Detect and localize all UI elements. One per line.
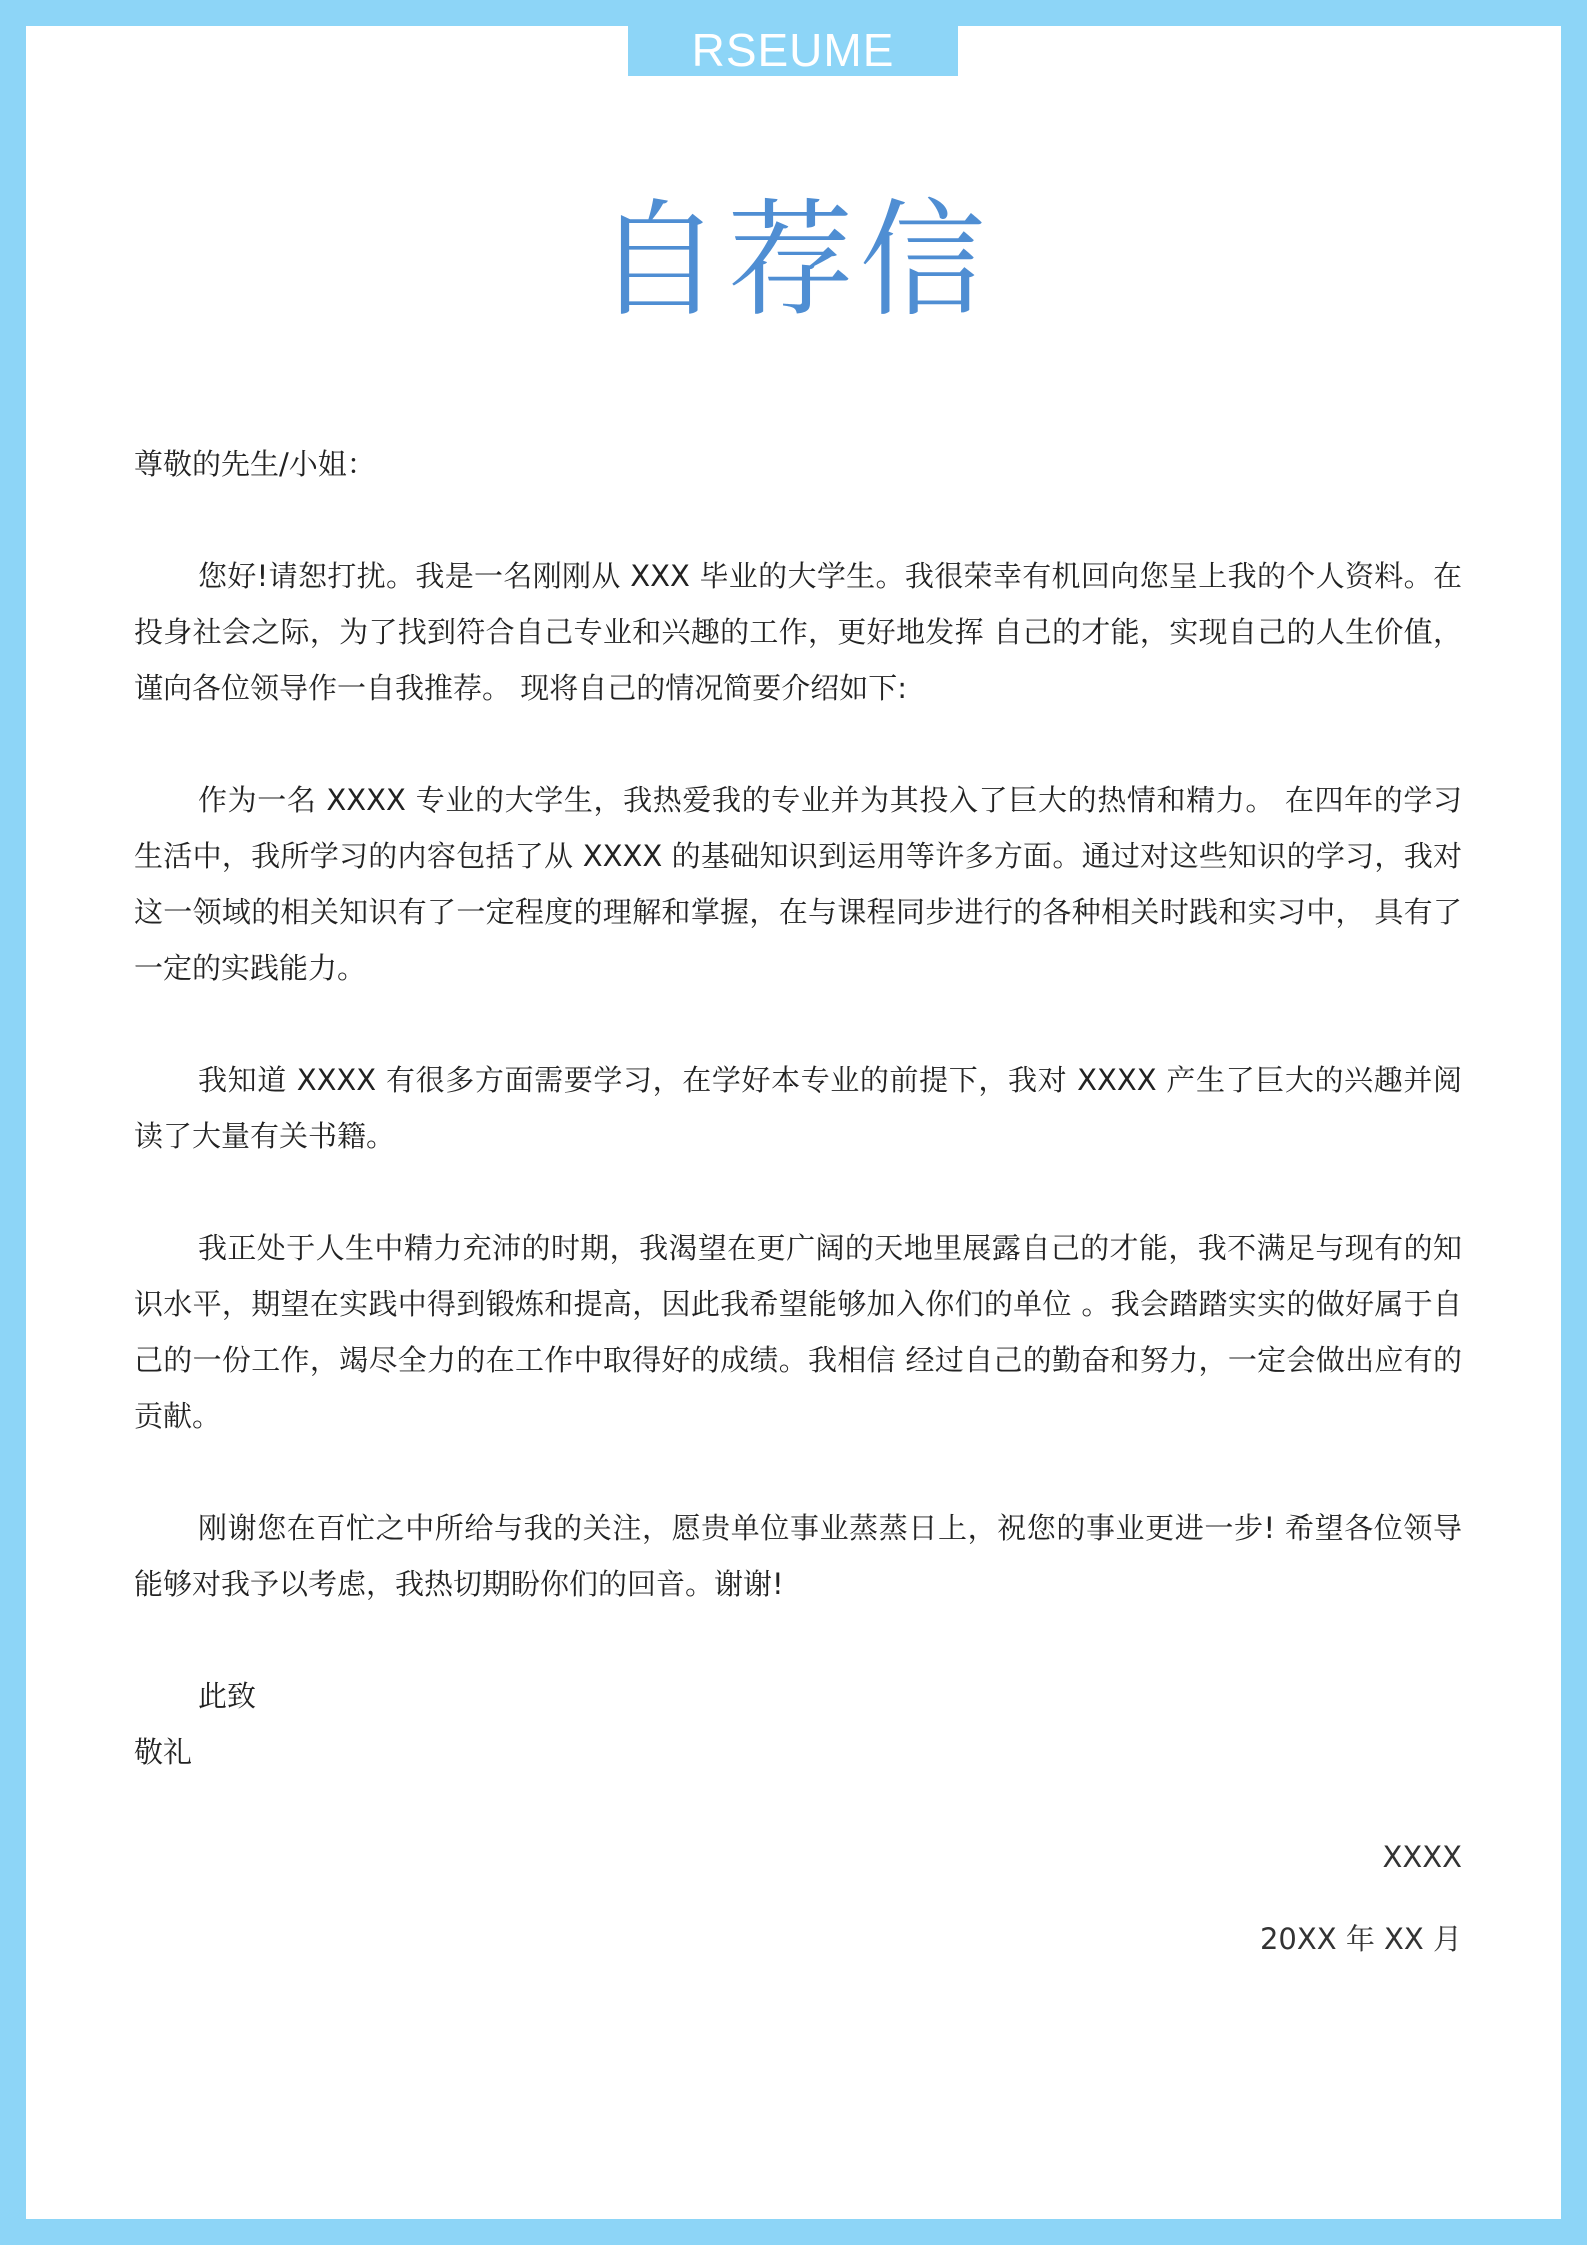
letter-date: 20XX 年 XX 月 xyxy=(1259,1922,1462,1956)
paragraph-2: 作为一名 XXXX 专业的大学生，我热爱我的专业并为其投入了巨大的热情和精力。 在四年的学习生活中，我所学习的内容包括了从 XXXX 的基础知识到运用等许多方面。通过对这些知识的学习，我对这一领域的相关知识有了一定程度的理解和掌握，在与课程同步进行的各种相关时践和实习中， 具有了一定的实践能力。 xyxy=(134,783,1462,985)
page-title: 自荐信 xyxy=(595,187,992,334)
paragraph-3: 我知道 XXXX 有很多方面需要学习，在学好本专业的前提下，我对 XXXX 产生了巨大的兴趣并阅读了大量有关书籍。 xyxy=(134,1063,1462,1153)
letter-body xyxy=(134,436,1462,1780)
signature: XXXX xyxy=(1382,1840,1462,1874)
salutation: 尊敬的先生/小姐： xyxy=(134,447,376,481)
closing-regards: 敬礼 xyxy=(134,1735,193,1769)
paragraph-4: 我正处于人生中精力充沛的时期，我渴望在更广阔的天地里展露自己的才能，我不满足与现有的知识水平，期望在实践中得到锻炼和提高，因此我希望能够加入你们的单位 。我会踏踏实实的做好属于自己的一份工作，竭尽全力的在工作中取得好的成绩。我相信 经过自己的勤奋和努力，一定会做出应有的贡献。 xyxy=(134,1231,1462,1433)
letter-page xyxy=(26,26,1561,2219)
resume-tab-label: RSEUME xyxy=(628,24,958,76)
paragraph-5: 刚谢您在百忙之中所给与我的关注，愿贵单位事业蒸蒸日上，祝您的事业更进一步! 希望各位领导能够对我予以考虑，我热切期盼你们的回音。谢谢! xyxy=(134,1511,1462,1601)
closing-greeting: 此致 xyxy=(198,1679,257,1713)
paragraph-1: 您好!请恕打扰。我是一名刚刚从 XXX 毕业的大学生。我很荣幸有机回向您呈上我的个人资料。在投身社会之际，为了找到符合自己专业和兴趣的工作，更好地发挥 自己的才能，实现自己的人生价值，谨向各位领导作一自我推荐。 现将自己的情况简要介绍如下: xyxy=(134,559,1462,705)
